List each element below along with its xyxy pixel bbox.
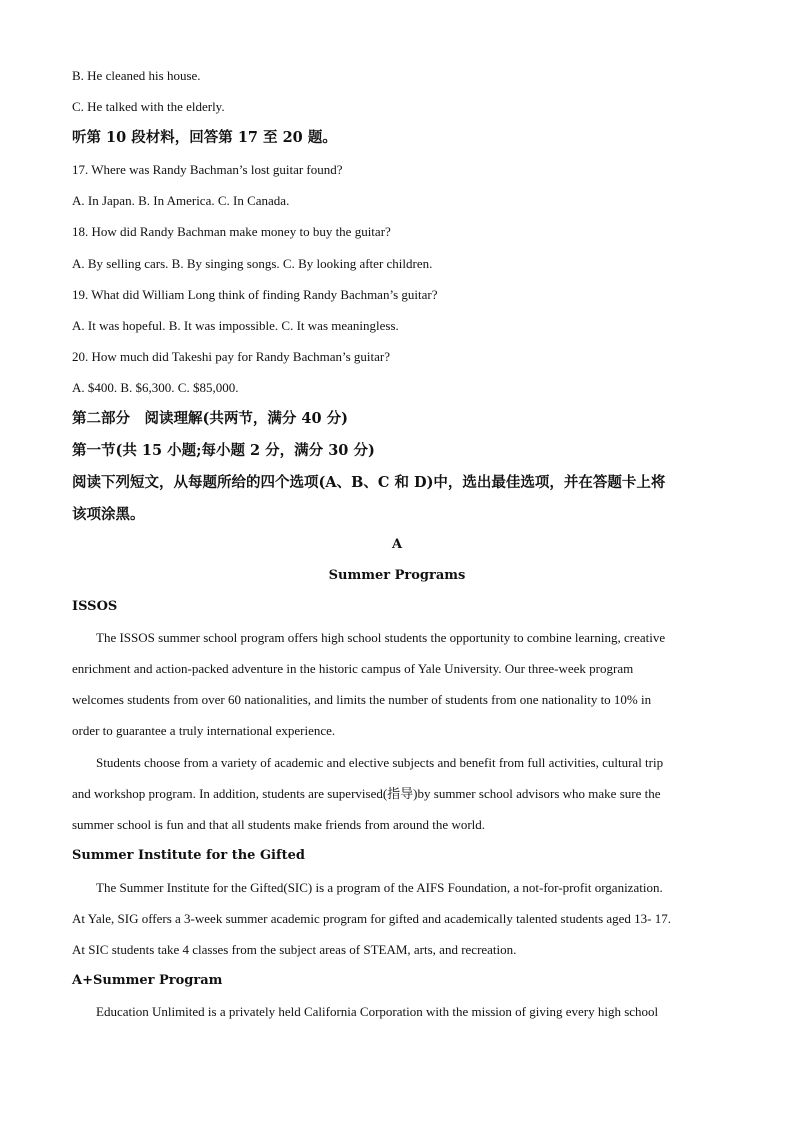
issos-p1-line: order to guarantee a truly international experience. [72,723,336,738]
sig-p1-line: At Yale, SIG offers a 3-week summer academic program for gifted and academically talented students aged 13- 17. [72,911,672,926]
issos-p1-line: The ISSOS summer school program offers high school students the opportunity to combine learning, creative [96,630,666,645]
section1-heading: 第一节(共 15 小题;每小题 2 分，满分 30 分) [72,442,375,459]
issos-p1-line: enrichment and action-packed adventure in the historic campus of Yale University. Our three-week program [72,661,634,676]
q18-options: A. By selling cars. B. By singing songs. C. By looking after children. [72,256,433,271]
issos-p2-line: summer school is fun and that all students make friends from around the world. [72,817,486,832]
sig-heading: Summer Institute for the Gifted [72,848,305,863]
q20-options: A. $400. B. $6,300. C. $85,000. [72,380,239,395]
issos-p1-line: welcomes students from over 60 nationalities, and limits the number of students from one nationality to 10% in [72,692,652,707]
q17-options: A. In Japan. B. In America. C. In Canada. [72,193,290,208]
passage-title: Summer Programs [328,568,466,583]
aplus-p1-line: Education Unlimited is a privately held California Corporation with the mission of giving every high school [96,1004,659,1019]
part2-heading: 第二部分 阅读理解(共两节，满分 40 分) [72,410,348,427]
q19-options: A. It was hopeful. B. It was impossible. C. It was meaningless. [72,318,399,333]
issos-p2-line: Students choose from a variety of academic and elective subjects and benefit from full activities, cultural trip [96,755,664,770]
sig-p1-line: The Summer Institute for the Gifted(SIC) is a program of the AIFS Foundation, a not-for-profit organization. [96,880,663,895]
q20-stem: 20. How much did Takeshi pay for Randy Bachman’s guitar? [72,349,391,364]
q18-stem: 18. How did Randy Bachman make money to buy the guitar? [72,224,391,239]
q19-stem: 19. What did William Long think of finding Randy Bachman’s guitar? [72,287,438,302]
sig-p1-line: At SIC students take 4 classes from the subject areas of STEAM, arts, and recreation. [72,942,517,957]
issos-heading: ISSOS [72,599,118,614]
q16-option-b: B. He cleaned his house. [72,68,201,83]
passage-letter: A [391,537,403,552]
section10-heading: 听第 10 段材料，回答第 17 至 20 题。 [72,129,337,146]
issos-p2-line: and workshop program. In addition, students are supervised(指导)by summer school advisors who make sure the [72,786,661,801]
instruction-line2: 该项涂黑。 [72,506,145,523]
q16-option-c: C. He talked with the elderly. [72,99,225,114]
aplus-heading: A+Summer Program [72,973,223,988]
q17-stem: 17. Where was Randy Bachman’s lost guitar found? [72,162,343,177]
instruction-line1: 阅读下列短文，从每题所给的四个选项(A、B、C 和 D)中，选出最佳选项，并在答题卡上将 [72,474,666,491]
